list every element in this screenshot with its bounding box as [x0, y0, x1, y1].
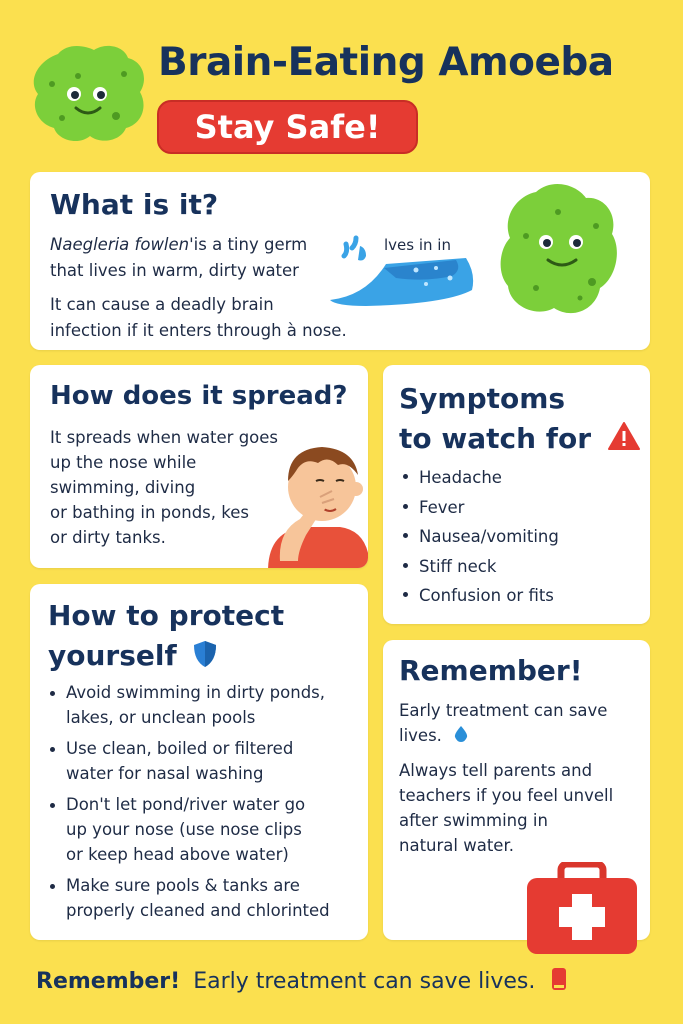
remember-p2-line: natural water.: [399, 836, 514, 855]
spread-line: swimming, diving: [50, 478, 196, 497]
symptom-item: Confusion or fits: [401, 581, 559, 611]
protect-card: [30, 584, 368, 940]
symptoms-title-line2: to watch for: [399, 422, 592, 455]
first-aid-kit-icon: [525, 862, 639, 956]
what-is-it-card: [30, 172, 650, 350]
symptom-item: Fever: [401, 493, 559, 523]
germ-name: Naegleria fowlen': [50, 235, 194, 254]
remember-p1-line2: lives.: [399, 726, 442, 745]
protect-item-line: Don't let pond/river water go: [66, 795, 306, 814]
protect-item-line: up your nose (use nose clips: [66, 820, 302, 839]
protect-item: [48, 736, 360, 786]
symptoms-list: [401, 463, 559, 611]
spread-line: or bathing in ponds, kes: [50, 503, 249, 522]
shield-icon: [192, 639, 218, 669]
symptoms-title-row: [399, 419, 641, 459]
protect-item: [48, 873, 360, 923]
footer-bold: Remember!: [36, 969, 181, 994]
protect-list: [48, 680, 360, 923]
protect-title: [48, 596, 284, 676]
remember-text: [399, 698, 639, 858]
remember-p2: [399, 758, 639, 858]
remember-p1-row: [399, 723, 639, 748]
germ-desc: is a tiny germ: [193, 235, 308, 254]
protect-title-line1: How to protect: [48, 599, 285, 632]
symptoms-title-line1: Symptoms: [399, 382, 566, 415]
protect-item-line: Use clean, boiled or filtered: [66, 739, 294, 758]
spread-card: [30, 365, 368, 568]
remember-card: [383, 640, 650, 940]
droplet-icon: [453, 725, 469, 743]
what-is-it-line2: that lives in warm, dirty water: [50, 261, 299, 280]
spread-text: [50, 425, 278, 550]
stay-safe-badge: Stay Safe!: [157, 100, 418, 154]
remember-p2-line: teachers if you feel unvell: [399, 786, 614, 805]
protect-item-line: or keep head above water): [66, 845, 289, 864]
symptom-item: Headache: [401, 463, 559, 493]
spread-line: It spreads when water goes: [50, 428, 279, 447]
illustration-label: lves in in: [384, 236, 451, 254]
page-title: Brain-Eating Amoeba: [158, 40, 614, 85]
what-is-it-line4: infection if it enters through à nose.: [50, 321, 347, 340]
symptom-item: Nausea/vomiting: [401, 522, 559, 552]
remember-title: Remember!: [399, 654, 583, 687]
remember-p1-line1: Early treatment can save: [399, 701, 608, 720]
spread-line: or dirty tanks.: [50, 528, 166, 547]
symptom-item: Stiff neck: [401, 552, 559, 582]
protect-item-line: lakes, or unclean pools: [66, 708, 256, 727]
warning-icon: [607, 421, 641, 451]
protect-item-line: Make sure pools & tanks are: [66, 876, 300, 895]
protect-item: [48, 680, 360, 730]
symptoms-title: [399, 379, 641, 459]
protect-title-line2: yourself: [48, 639, 177, 672]
amoeba-character-icon: [496, 178, 622, 322]
what-is-it-line3: It can cause a deadly brain: [50, 295, 274, 314]
battery-low-icon: [550, 966, 568, 992]
footer-text: Early treatment can save lives.: [193, 969, 536, 994]
amoeba-mascot-icon: [28, 40, 150, 146]
spread-title: How does it spread?: [50, 381, 348, 411]
footer-banner: [36, 966, 568, 994]
protect-title-row: [48, 636, 284, 676]
protect-item: [48, 792, 360, 867]
what-is-it-text: [50, 232, 350, 344]
symptoms-card: [383, 365, 650, 624]
what-is-it-title: What is it?: [50, 188, 219, 221]
protect-item-line: water for nasal washing: [66, 764, 264, 783]
protect-item-line: properly cleaned and chlorinted: [66, 901, 330, 920]
remember-p2-line: after swimming in: [399, 811, 548, 830]
spread-line: up the nose while: [50, 453, 197, 472]
remember-p2-line: Always tell parents and: [399, 761, 593, 780]
protect-item-line: Avoid swimming in dirty ponds,: [66, 683, 326, 702]
boy-touching-nose-icon: [258, 431, 368, 568]
